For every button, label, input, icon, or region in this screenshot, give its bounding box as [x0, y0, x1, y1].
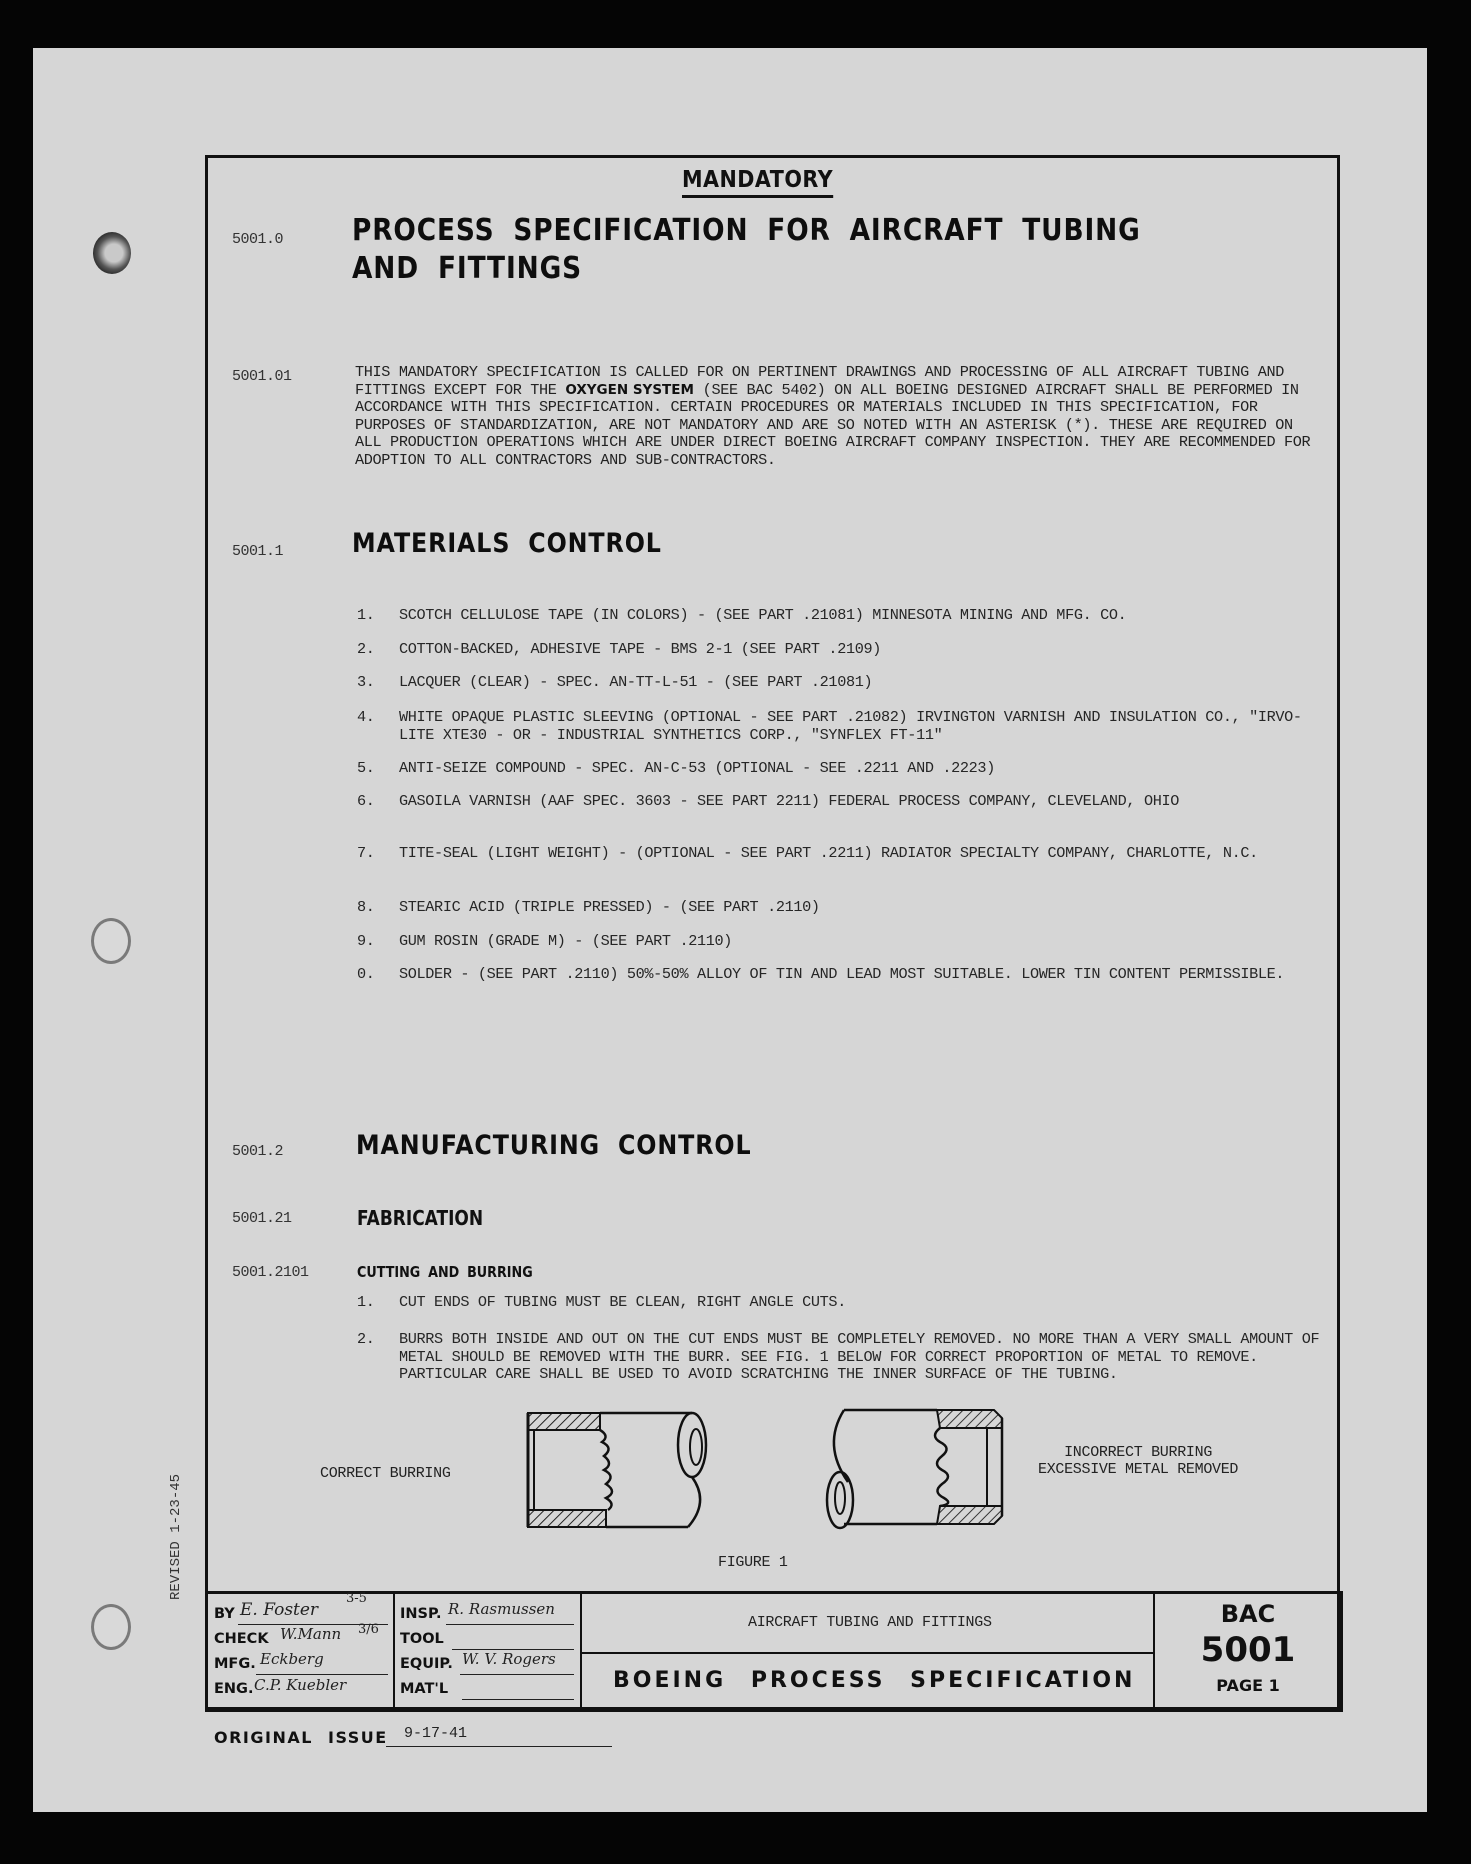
original-issue-label: ORIGINAL ISSUE: [214, 1728, 388, 1747]
page-number: PAGE 1: [1216, 1676, 1280, 1695]
section-number-5001-2101: 5001.2101: [232, 1264, 309, 1281]
spec-number: 5001: [1200, 1630, 1296, 1670]
by-signature: E. Foster: [240, 1600, 319, 1620]
punch-hole-top: [93, 232, 131, 274]
mandatory-label: MANDATORY: [682, 167, 833, 198]
incorrect-label-line1: INCORRECT BURRING: [1064, 1444, 1213, 1461]
fabrication-heading: FABRICATION: [357, 1206, 484, 1230]
punch-hole-middle: [91, 918, 131, 964]
matl-label: MAT'L: [400, 1681, 449, 1697]
tool-label: TOOL: [400, 1631, 444, 1647]
eng-label: ENG.: [214, 1681, 254, 1697]
original-issue-date: 9-17-41: [404, 1725, 468, 1742]
check-label: CHECK: [214, 1631, 269, 1647]
divider: [580, 1652, 1153, 1654]
document-title: PROCESS SPECIFICATION FOR AIRCRAFT TUBING AND FITTINGS: [352, 213, 1141, 286]
divider: [393, 1594, 395, 1709]
materials-control-heading: MATERIALS CONTROL: [352, 528, 662, 559]
incorrect-burring-tube-drawing: [822, 1402, 1002, 1532]
correct-burring-label: CORRECT BURRING: [320, 1465, 451, 1482]
check-date: 3/6: [358, 1622, 379, 1637]
check-signature: W.Mann: [280, 1625, 342, 1643]
insp-label: INSP.: [400, 1606, 442, 1622]
correct-burring-tube-drawing: [520, 1405, 710, 1535]
by-label: BY: [214, 1606, 235, 1622]
scope-paragraph: [355, 364, 1315, 469]
signature-line: [256, 1674, 388, 1675]
scope-text-1: THIS MANDATORY SPECIFICATION IS CALLED FOR ON PERTINENT DRAWINGS AND PROCESSING OF ALL AIRCRAFT TUBING AND FITTINGS EXCEPT FOR THE: [355, 363, 1284, 399]
scope-bold-oxygen-system: OXYGEN SYSTEM: [565, 381, 694, 398]
signature-line: [446, 1624, 574, 1625]
incorrect-label-line2: EXCESSIVE METAL REMOVED: [1038, 1461, 1239, 1478]
title-block-doc-type: BOEING PROCESS SPECIFICATION: [613, 1668, 1136, 1693]
section-number-5001-21: 5001.21: [232, 1210, 292, 1227]
revised-date: REVISED 1-23-45: [168, 1473, 184, 1600]
scope-text-2: (SEE BAC 5402) ON ALL BOEING DESIGNED AIRCRAFT SHALL BE PERFORMED IN ACCORDANCE WITH THIS SPECIFICATION. CERTAIN PROCEDURES OR MATERIALS INCLUDED IN THIS SPECIFICATION, FOR PURPOSES OF STANDARDIZATION, ARE NOT MANDATORY AND ARE SO NOTED WITH AN ASTERISK (*). THESE ARE REQUIRED ON ALL PRODUCTION OPERATIONS WHICH ARE UNDER DIRECT BOEING AIRCRAFT COMPANY INSPECTION. THEY ARE RECOMMENDED FOR ADOPTION TO ALL CONTRACTORS AND SUB-CONTRACTORS.: [355, 380, 1311, 469]
manufacturing-control-heading: MANUFACTURING CONTROL: [356, 1130, 752, 1161]
equip-signature: W. V. Rogers: [462, 1650, 556, 1668]
signature-line: [460, 1674, 574, 1675]
title-block-document-title: AIRCRAFT TUBING AND FITTINGS: [748, 1614, 992, 1631]
cutting-burring-heading: CUTTING AND BURRING: [357, 1263, 533, 1281]
title-block: [205, 1591, 1343, 1712]
section-number-5001-2: 5001.2: [232, 1143, 284, 1160]
incorrect-burring-label: [1038, 1444, 1238, 1478]
eng-signature: C.P. Kuebler: [254, 1676, 347, 1694]
section-number-5001-01: 5001.01: [232, 368, 292, 385]
insp-signature: R. Rasmussen: [448, 1600, 555, 1618]
mfg-signature: Eckberg: [260, 1650, 324, 1668]
mfg-label: MFG.: [214, 1656, 256, 1672]
equip-label: EQUIP.: [400, 1656, 453, 1672]
punch-hole-bottom: [91, 1604, 131, 1650]
bac-label: BAC: [1220, 1600, 1276, 1628]
by-date: 3-5: [346, 1591, 367, 1606]
section-number-5001-0: 5001.0: [232, 231, 284, 248]
section-number-5001-1: 5001.1: [232, 543, 284, 560]
signature-line: [462, 1699, 574, 1700]
original-issue-line: [386, 1746, 612, 1747]
figure-caption: FIGURE 1: [718, 1554, 788, 1571]
